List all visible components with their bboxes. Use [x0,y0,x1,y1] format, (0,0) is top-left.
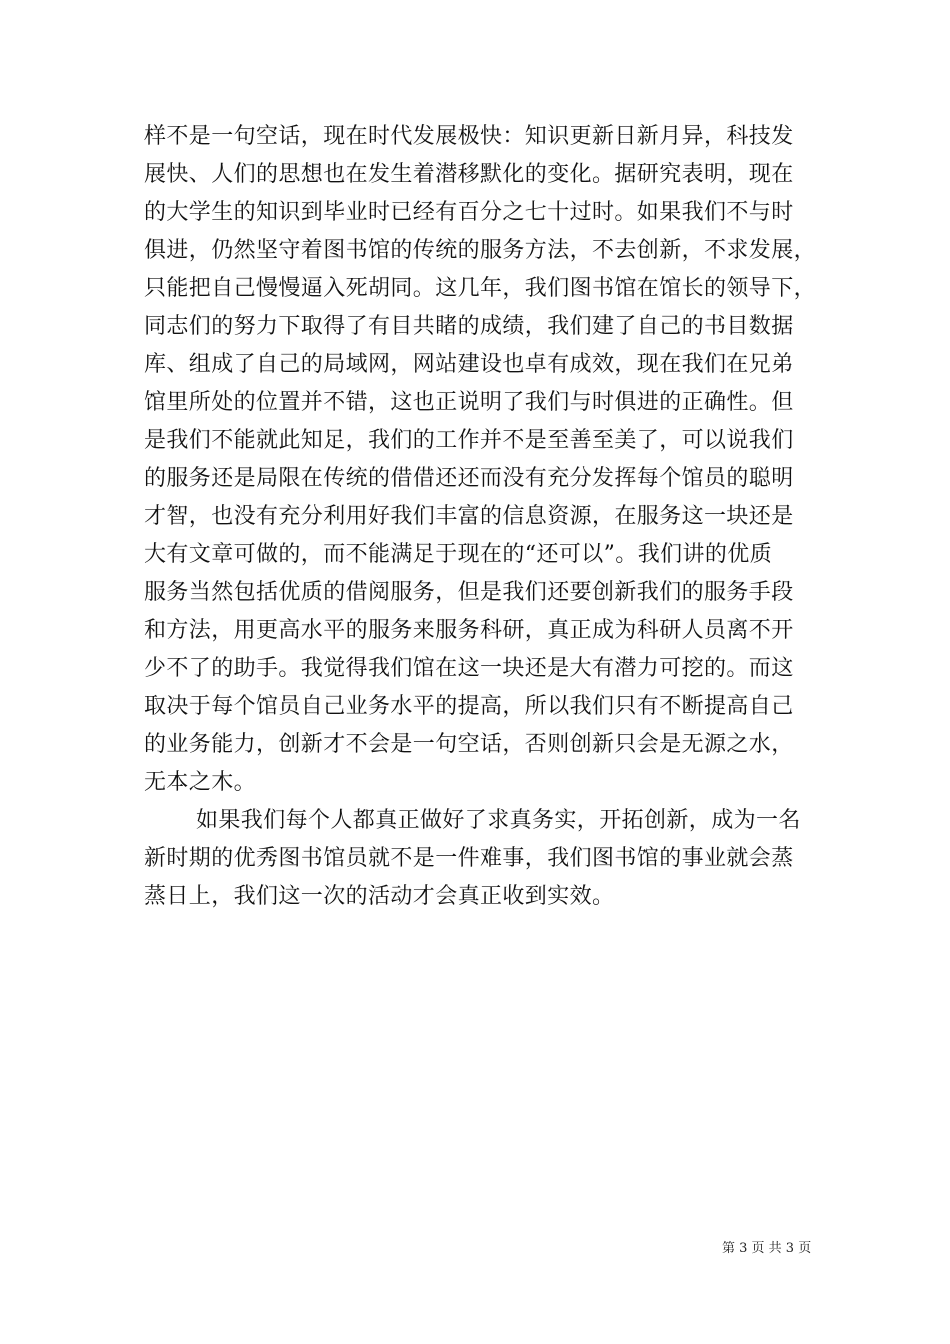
text-line: 无本之木。 [144,770,257,795]
text-line: 服务当然包括优质的借阅服务，但是我们还要创新我们的服务手段 [144,580,794,605]
text-line: 同志们的努力下取得了有目共睹的成绩，我们建了自己的书目数据 [144,314,794,339]
text-line: 样不是一句空话，现在时代发展极快：知识更新日新月异，科技发 [144,124,794,149]
text-line: 馆里所处的位置并不错，这也正说明了我们与时俱进的正确性。但 [144,390,794,415]
page-number: 第 3 页 共 3 页 [722,1241,812,1256]
text-line: 蒸日上，我们这一次的活动才会真正收到实效。 [144,884,615,909]
text-line: 取决于每个馆员自己业务水平的提高，所以我们只有不断提高自己 [144,694,794,719]
paragraph-1 [144,118,834,802]
text-line: 只能把自己慢慢逼入死胡同。这几年，我们图书馆在馆长的领导下， [144,276,817,301]
text-line: 少不了的助手。我觉得我们馆在这一块还是大有潜力可挖的。而这 [144,656,794,681]
text-line: 大有文章可做的，而不能满足于现在的“还可以”。我们讲的优质 [144,542,773,567]
text-line: 才智，也没有充分利用好我们丰富的信息资源，在服务这一块还是 [144,504,794,529]
text-line: 俱进，仍然坚守着图书馆的传统的服务方法，不去创新，不求发展， [144,238,817,263]
text-line: 的大学生的知识到毕业时已经有百分之七十过时。如果我们不与时 [144,200,794,225]
text-line: 和方法，用更高水平的服务来服务科研，真正成为科研人员离不开 [144,618,794,643]
text-line: 是我们不能就此知足，我们的工作并不是至善至美了，可以说我们 [144,428,794,453]
text-line: 如果我们每个人都真正做好了求真务实，开拓创新，成为一名 [196,808,801,833]
document-body [144,118,834,916]
text-line: 的服务还是局限在传统的借借还还而没有充分发挥每个馆员的聪明 [144,466,794,491]
text-line: 的业务能力，创新才不会是一句空话，否则创新只会是无源之水， [144,732,794,757]
text-line: 新时期的优秀图书馆员就不是一件难事，我们图书馆的事业就会蒸 [144,846,794,871]
text-line: 展快、人们的思想也在发生着潜移默化的变化。据研究表明，现在 [144,162,794,187]
paragraph-2 [144,802,834,916]
text-line: 库、组成了自己的局域网，网站建设也卓有成效，现在我们在兄弟 [144,352,794,377]
